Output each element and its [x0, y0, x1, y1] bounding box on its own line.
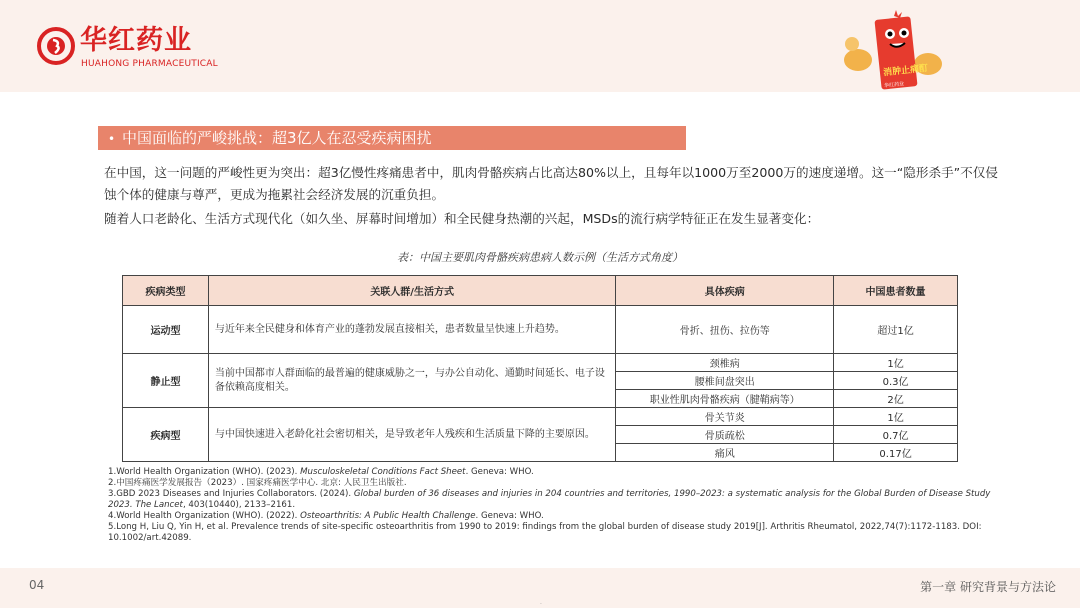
logo-subtitle: HUAHONG PHARMACEUTICAL: [81, 59, 218, 69]
disease-table: [122, 275, 958, 462]
disease-cell: 骨关节炎: [616, 408, 834, 426]
reference-4: 4.World Health Organization (WHO). (2022). Osteoarthritis: A Public Health Challenge. Geneva: WHO.: [108, 511, 544, 521]
section-title: 中国面临的严峻挑战：超3亿人在忍受疾病困扰: [122, 129, 432, 147]
desc-cell: 与中国快速进入老龄化社会密切相关，是导致老年人残疾和生活质量下降的主要原因。: [208, 408, 615, 462]
bullet-icon: •: [108, 132, 116, 146]
table-row: [123, 306, 958, 354]
desc-cell: 当前中国都市人群面临的最普遍的健康威胁之一，与办公自动化、通勤时间延长、电子设备依赖高度相关。: [208, 354, 615, 408]
reference-5-cont: 10.1002/art.42089.: [108, 533, 192, 543]
type-cell: 疾病型: [123, 408, 209, 462]
count-cell: 0.7亿: [834, 426, 958, 444]
disease-cell: 职业性肌肉骨骼疾病（腱鞘病等）: [616, 390, 834, 408]
count-cell: 超过1亿: [834, 306, 958, 354]
count-cell: 2亿: [834, 390, 958, 408]
mascot-illustration: [838, 8, 948, 92]
logo-text: 华红药业: [80, 25, 192, 56]
paragraph-2: 随着人口老龄化、生活方式现代化（如久坐、屏幕时间增加）和全民健身热潮的兴起，MSDs的流行病学特征正在发生显著变化：: [104, 211, 820, 226]
header-bar: [0, 0, 1080, 92]
reference-2: 2.中国疼痛医学发展报告（2023）. 国家疼痛医学中心. 北京: 人民卫生出版社.: [108, 478, 407, 488]
table-caption: 表：中国主要肌肉骨骼疾病患病人数示例（生活方式角度）: [397, 251, 683, 264]
references: [108, 467, 990, 544]
count-cell: 1亿: [834, 354, 958, 372]
reference-3-cont: 2023. The Lancet, 403(10440), 2133–2161.: [108, 500, 296, 510]
count-cell: 0.3亿: [834, 372, 958, 390]
disease-cell: 骨折、扭伤、拉伤等: [616, 306, 834, 354]
type-cell: 静止型: [123, 354, 209, 408]
table-header-row: [123, 276, 958, 306]
reference-3: 3.GBD 2023 Diseases and Injuries Collaborators. (2024). Global burden of 36 diseases and injuries in 204 countries and territories, 1990–2023: a systematic analysis for the Global Burden of Disease Study: [108, 489, 991, 499]
disease-cell: 颈椎病: [616, 354, 834, 372]
section-banner: [98, 126, 686, 150]
reference-5: 5.Long H, Liu Q, Yin H, et al. Prevalence trends of site-specific osteoarthritis from 1990 to 2019: findings from the global burden of disease study 2019[J]. Arthritis Rheumatol, 2022,74(7):1172-1183. DOI:: [108, 522, 982, 532]
desc-cell: 与近年来全民健身和体育产业的蓬勃发展直接相关，患者数量呈快速上升趋势。: [208, 306, 615, 354]
page-number: 04: [29, 578, 45, 592]
disease-cell: 骨质疏松: [616, 426, 834, 444]
chapter-label: 第一章 研究背景与方法论: [920, 580, 1056, 594]
reference-1: 1.World Health Organization (WHO). (2023). Musculoskeletal Conditions Fact Sheet. Geneva: WHO.: [108, 467, 534, 477]
table-row: [123, 354, 958, 372]
count-cell: 1亿: [834, 408, 958, 426]
count-cell: 0.17亿: [834, 444, 958, 462]
header-population: 关联人群/生活方式: [208, 276, 615, 306]
header-count: 中国患者数量: [834, 276, 958, 306]
table-row: [123, 408, 958, 426]
paragraph-1-line-1: 在中国，这一问题的严峻性更为突出：超3亿慢性疼痛患者中，肌肉骨骼疾病占比高达80%以上，且每年以1000万至2000万的速度递增。这一“隐形杀手”不仅侵: [104, 165, 998, 180]
header-type: 疾病类型: [123, 276, 209, 306]
mascot-text: 消肿止痛酊: [882, 63, 929, 79]
paragraph-1-line-2: 蚀个体的健康与尊严，更成为拖累社会经济发展的沉重负担。: [104, 187, 445, 202]
header-disease: 具体疾病: [616, 276, 834, 306]
mascot-badge: 华红药业: [883, 81, 905, 90]
disease-cell: 腰椎间盘突出: [616, 372, 834, 390]
footer-bar: [0, 568, 1080, 608]
type-cell: 运动型: [123, 306, 209, 354]
disease-cell: 痛风: [616, 444, 834, 462]
logo-icon: [36, 26, 76, 66]
footer-dot: ·: [540, 601, 542, 608]
